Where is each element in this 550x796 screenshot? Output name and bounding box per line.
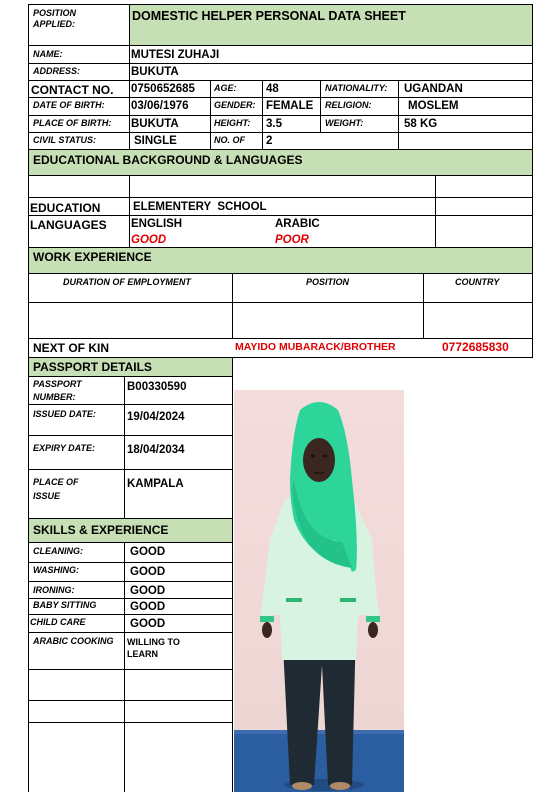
next-of-kin-label: NEXT OF KIN bbox=[33, 341, 110, 355]
skill-value: WILLING TO LEARN bbox=[127, 637, 180, 659]
dob-value: 03/06/1976 bbox=[131, 100, 189, 112]
education-label: EDUCATION bbox=[30, 201, 101, 215]
issued-date-label: ISSUED DATE: bbox=[33, 409, 96, 419]
language-english: ENGLISH bbox=[131, 218, 183, 230]
civil-status-label: CIVIL STATUS: bbox=[33, 135, 96, 145]
name-value: MUTESI ZUHAJI bbox=[131, 49, 220, 61]
col-duration: DURATION OF EMPLOYMENT bbox=[63, 277, 191, 287]
education-section-title: EDUCATIONAL BACKGROUND & LANGUAGES bbox=[33, 153, 303, 167]
education-value: ELEMENTERY SCHOOL bbox=[133, 201, 267, 213]
col-country: COUNTRY bbox=[455, 277, 500, 287]
address-label: ADDRESS: bbox=[33, 66, 81, 76]
height-value: 3.5 bbox=[266, 118, 282, 130]
contact-label: CONTACT NO. bbox=[31, 83, 114, 97]
passport-number-value: B00330590 bbox=[127, 381, 187, 393]
dob-label: DATE OF BIRTH: bbox=[33, 100, 105, 110]
place-of-issue-label: PLACE OF ISSUE bbox=[33, 477, 79, 501]
language-english-level: GOOD bbox=[131, 234, 167, 246]
work-section-title: WORK EXPERIENCE bbox=[33, 250, 152, 264]
place-of-issue-value: KAMPALA bbox=[127, 478, 184, 490]
languages-label: LANGUAGES bbox=[30, 218, 107, 232]
skill-label: CLEANING: bbox=[33, 546, 83, 556]
religion-value: MOSLEM bbox=[408, 100, 459, 112]
pob-value: BUKUTA bbox=[131, 118, 179, 130]
skill-value: GOOD bbox=[130, 618, 166, 630]
gender-label: GENDER: bbox=[214, 100, 256, 110]
language-arabic: ARABIC bbox=[275, 218, 320, 230]
skill-label: ARABIC COOKING bbox=[33, 636, 114, 646]
nationality-value: UGANDAN bbox=[404, 83, 463, 95]
skills-section-title: SKILLS & EXPERIENCE bbox=[33, 523, 169, 537]
skill-value: GOOD bbox=[130, 546, 166, 558]
skill-label: CHILD CARE bbox=[30, 617, 86, 627]
page-title: DOMESTIC HELPER PERSONAL DATA SHEET bbox=[132, 9, 406, 23]
age-label: AGE: bbox=[214, 83, 237, 93]
religion-label: RELIGION: bbox=[325, 100, 372, 110]
issued-date-value: 19/04/2024 bbox=[127, 411, 185, 423]
skill-label: IRONING: bbox=[33, 585, 75, 595]
contact-value: 0750652685 bbox=[131, 83, 195, 95]
address-value: BUKUTA bbox=[131, 66, 179, 78]
civil-status-value: SINGLE bbox=[134, 135, 177, 147]
col-position: POSITION bbox=[306, 277, 350, 287]
skill-value: GOOD bbox=[130, 601, 166, 613]
passport-section-title: PASSPORT DETAILS bbox=[33, 360, 152, 374]
gender-value: FEMALE bbox=[266, 100, 314, 112]
skill-value: GOOD bbox=[130, 585, 166, 597]
height-label: HEIGHT: bbox=[214, 118, 251, 128]
skill-value: GOOD bbox=[130, 566, 166, 578]
expiry-date-value: 18/04/2034 bbox=[127, 444, 185, 456]
children-value: 2 bbox=[266, 135, 273, 147]
age-value: 48 bbox=[266, 83, 279, 95]
language-arabic-level: POOR bbox=[275, 234, 309, 246]
children-label: NO. OF bbox=[214, 135, 245, 145]
skill-label: WASHING: bbox=[33, 565, 79, 575]
expiry-date-label: EXPIRY DATE: bbox=[33, 443, 96, 453]
pob-label: PLACE OF BIRTH: bbox=[33, 118, 112, 128]
passport-number-label: PASSPORT NUMBER: bbox=[33, 379, 82, 402]
skill-label: BABY SITTING bbox=[33, 600, 97, 610]
weight-value: 58 KG bbox=[404, 118, 438, 130]
position-applied-label: POSITION APPLIED: bbox=[33, 8, 77, 29]
weight-label: WEIGHT: bbox=[325, 118, 364, 128]
nationality-label: NATIONALITY: bbox=[325, 83, 388, 93]
applicant-photo bbox=[234, 390, 404, 792]
applicant-photo-illustration bbox=[234, 390, 404, 792]
next-of-kin-name: MAYIDO MUBARACK/BROTHER bbox=[235, 341, 396, 353]
name-label: NAME: bbox=[33, 49, 63, 59]
next-of-kin-phone: 0772685830 bbox=[442, 340, 509, 354]
